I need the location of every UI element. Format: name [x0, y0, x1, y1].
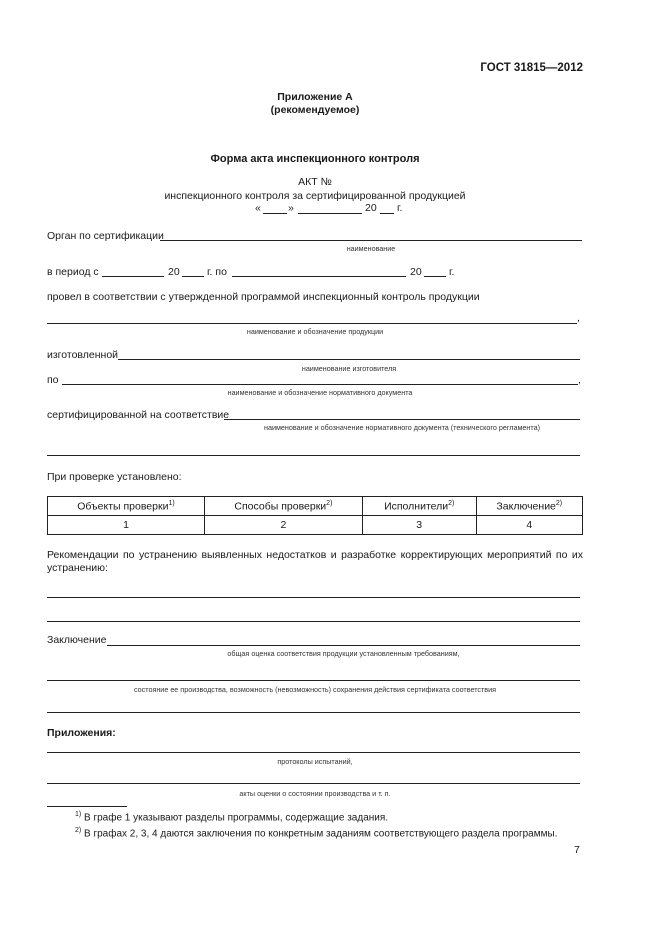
table-header-cell: Способы проверки$^{2)}$ [204, 497, 362, 516]
period-year-a-blank [182, 276, 204, 277]
cert-label: сертифицированной на соответствие [47, 409, 230, 421]
period-year-b: 20 [410, 266, 422, 278]
table-header-cell: Объекты проверки$^{1)}$ [48, 497, 205, 516]
cert-extra-blank [47, 455, 580, 456]
period-to: г. по [207, 266, 227, 278]
conclusion-blank-2 [47, 680, 580, 681]
footnote-2: $^{2)}$ В графах 2, 3, 4 даются заключения по конкретным заданиям соответствующего раздела программы. [75, 827, 558, 840]
maker-hint: наименование изготовителя [301, 364, 397, 373]
footnote-separator [47, 806, 127, 807]
cert-blank [224, 419, 580, 420]
table-header-cell: Заключение$^{2)}$ [476, 497, 582, 516]
conclusion-label: Заключение [47, 634, 107, 646]
organ-hint: наименование [346, 244, 396, 253]
attachments-blank-2 [47, 783, 580, 784]
recommendations-text: Рекомендации по устранению выявленных недостатков и разработке корректирующих мероприятий по их устранению: [47, 549, 583, 574]
table-cell: 1 [48, 516, 205, 535]
attachments-hint-2: акты оценки о состоянии производства и т. п. [239, 789, 391, 798]
conclusion-hint-2: состояние ее производства, возможность (невозможность) сохранения действия сертификата соответствия [133, 685, 497, 694]
findings-label: При проверке установлено: [47, 471, 182, 483]
act-date-year-blank [380, 213, 394, 214]
table-number-row [48, 516, 583, 535]
table-cell: 3 [362, 516, 476, 535]
act-date-day-blank [263, 213, 287, 214]
conclusion-blank [107, 645, 580, 646]
table-header-cell: Исполнители$^{2)}$ [362, 497, 476, 516]
attachments-blank-1 [47, 752, 580, 753]
act-date-year-prefix: 20 [365, 202, 377, 214]
act-date-month-blank [298, 213, 362, 214]
product-hint: наименование и обозначение продукции [246, 327, 384, 336]
attachments-hint-1: протоколы испытаний, [277, 757, 353, 766]
inspection-table [47, 496, 583, 535]
table-cell: 4 [476, 516, 582, 535]
appendix-subtitle: (рекомендуемое) [270, 104, 360, 116]
by-label: по [47, 374, 59, 386]
by-doc-blank [62, 384, 578, 385]
organ-blank [160, 240, 582, 241]
attachments-label: Приложения: [47, 727, 116, 739]
act-date-suffix: г. [397, 202, 403, 214]
period-start-blank [102, 276, 164, 277]
maker-blank [118, 359, 580, 360]
by-doc-hint: наименование и обозначение нормативного документа [227, 388, 413, 397]
organ-label: Орган по сертификации [47, 230, 164, 242]
maker-label: изготовленной [47, 349, 119, 361]
act-subtitle: инспекционного контроля за сертифицированной продукцией [164, 190, 466, 202]
document-code: ГОСТ 31815—2012 [480, 62, 583, 74]
form-title: Форма акта инспекционного контроля [210, 153, 420, 165]
conclusion-blank-3 [47, 712, 580, 713]
footnote-1: $^{1)}$ В графе 1 указывают разделы программы, содержащие задания. [75, 811, 389, 824]
product-blank [47, 323, 577, 324]
period-prefix: в период с [47, 266, 99, 278]
conducted-text: провел в соответствии с утвержденной программой инспекционный контроль продукции [47, 291, 480, 303]
cert-hint: наименование и обозначение нормативного документа (технического регламента) [263, 423, 540, 432]
period-end-blank [232, 276, 406, 277]
product-comma: , [577, 312, 580, 324]
act-date-open-quote: « [255, 202, 261, 214]
table-cell: 2 [204, 516, 362, 535]
period-year-suffix: г. [449, 266, 455, 278]
act-date-close-quote: » [288, 202, 294, 214]
appendix-title: Приложение А [277, 91, 353, 103]
conclusion-hint: общая оценка соответствия продукции установленным требованиям, [227, 649, 460, 658]
period-year-a: 20 [168, 266, 180, 278]
act-title: АКТ № [298, 176, 332, 188]
period-year-b-blank [424, 276, 446, 277]
recommendations-blank-2 [47, 621, 580, 622]
recommendations-blank-1 [47, 597, 580, 598]
page-number: 7 [574, 844, 580, 856]
table-header-row [48, 497, 583, 516]
by-doc-comma: , [578, 374, 581, 386]
